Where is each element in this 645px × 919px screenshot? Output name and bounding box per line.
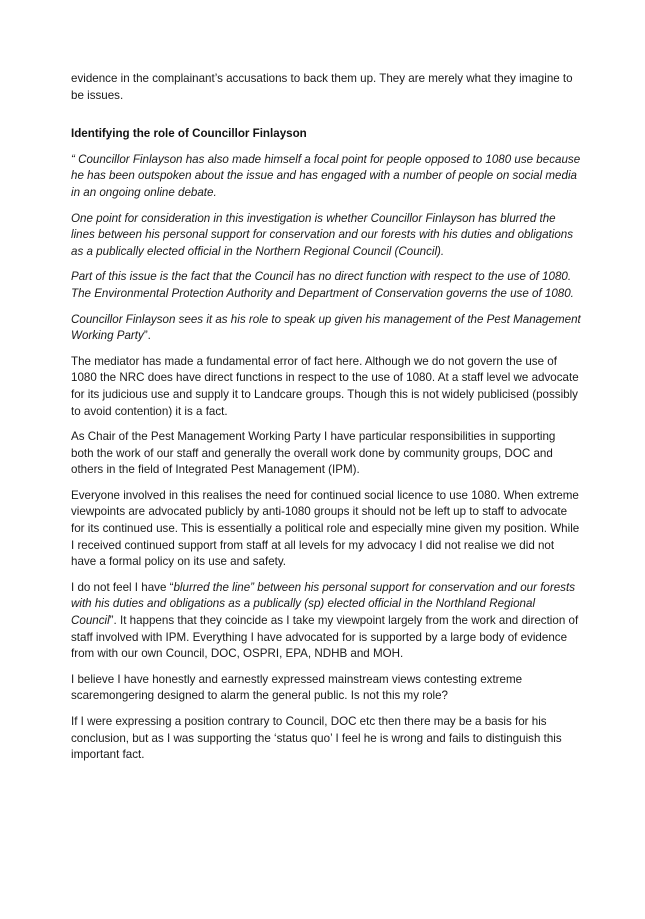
quote-paragraph-1: “ Councillor Finlayson has also made himself a focal point for people opposed to 1080 use because he has been outspoken about the issue and has engaged with a number of people on social media in an ongoing online debate. xyxy=(71,152,581,199)
quote-paragraph-4-close: ”. xyxy=(143,329,151,343)
paragraph-conclusion: If I were expressing a position contrary to Council, DOC etc then there may be a basis for his conclusion, but as I was supporting the ‘status quo’ I feel he is wrong and fails to distinguish this important fact. xyxy=(71,715,562,762)
section-heading: Identifying the role of Councillor Finlayson xyxy=(71,127,307,141)
document-body xyxy=(71,71,581,773)
paragraph-blurred-line xyxy=(71,580,581,663)
quote-paragraph-3: Part of this issue is the fact that the Council has no direct function with respect to the use of 1080. The Environmental Protection Authority and Department of Conservation governs the use of 1080. xyxy=(71,270,574,300)
paragraph-blurred-line-end: ”. It happens that they coincide as I take my viewpoint largely from the work and direction of staff involved with IPM. Everything I have advocated for is supported by a large body of evidence from with our own Council, DOC, OSPRI, EPA, NDHB and MOH. xyxy=(71,614,579,661)
paragraph-chair-role: As Chair of the Pest Management Working Party I have particular responsibilities in supporting both the work of our staff and generally the overall work done by community groups, DOC and others in the field of Integrated Pest Management (IPM). xyxy=(71,430,556,477)
paragraph-intro: evidence in the complainant’s accusations to back them up. They are merely what they imagine to be issues. xyxy=(71,72,573,102)
quote-paragraph-4-italic: Councillor Finlayson sees it as his role to speak up given his management of the Pest Management Working Party xyxy=(71,312,581,343)
paragraph-mainstream-views: I believe I have honestly and earnestly expressed mainstream views contesting extreme scaremongering designed to alarm the general public. Is not this my role? xyxy=(71,672,523,703)
paragraph-mediator-error: The mediator has made a fundamental error of fact here. Although we do not govern the use of 1080 the NRC does have direct functions in respect to the use of 1080. At a staff level we advocate for its judicious use and supply it to Landcare groups. Though this is not widely publicised (possibly to avoid contention) it is a fact. xyxy=(71,354,579,418)
paragraph-blurred-line-start: I do not feel I have “ xyxy=(71,580,174,594)
paragraph-blurred-line-quote: blurred the line” between his personal support for conservation and our forests with his duties and obligations as a publically (sp) elected official in the Northland Regional Council xyxy=(71,580,575,628)
quote-paragraph-4 xyxy=(71,312,581,345)
paragraph-social-licence: Everyone involved in this realises the need for continued social licence to use 1080. When extreme viewpoints are advocated publicly by anti-1080 groups it should not be left up to staff to advocate for its continued use. This is essentially a political role and especially mine given my position. While I received continued support from staff at all levels for my advocacy I did not realise we did not have a formal policy on its use and safety. xyxy=(71,488,580,569)
quote-paragraph-2: One point for consideration in this investigation is whether Councillor Finlayson has blurred the lines between his personal support for conservation and our forests with his duties and obligations as a publically elected official in the Northern Regional Council (Council). xyxy=(71,211,574,258)
